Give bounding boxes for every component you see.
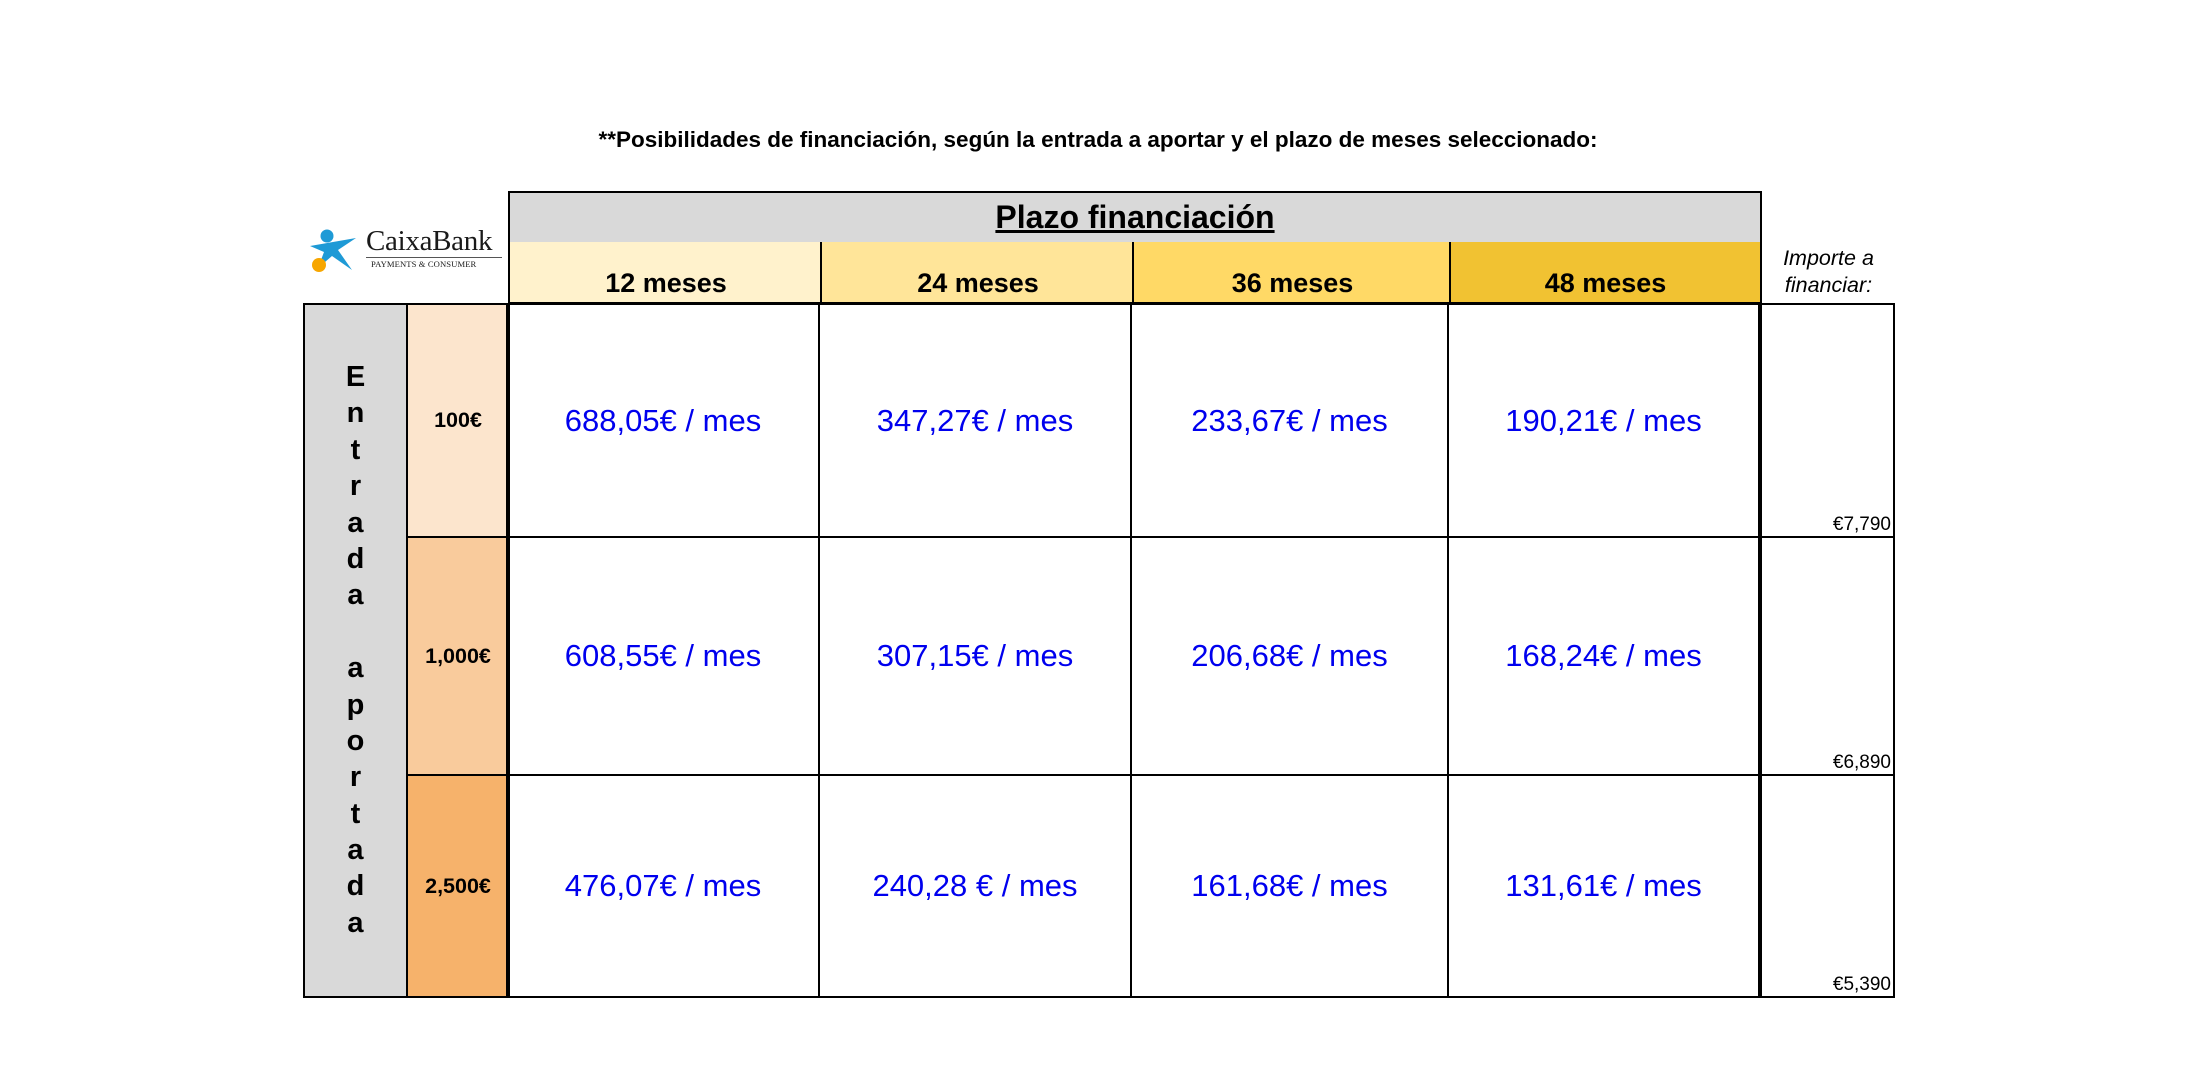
downpayment-row-header-text [305,359,406,941]
row-header-letter: t [350,433,361,466]
row-header-letter: a [347,652,364,685]
payment-100-24: 347,27€ / mes [818,303,1132,538]
downpayment-100: 100€ [406,303,510,538]
logo-subtitle: PAYMENTS & CONSUMER [371,259,477,269]
downpayment-row-header [303,303,408,998]
importe-label-line1: Importe a [1783,246,1874,270]
payment-2500-36: 161,68€ / mes [1130,774,1449,998]
row-header-letter: E [345,361,366,393]
downpayment-2500: 2,500€ [406,774,510,998]
importe-label-line2: financiar: [1784,273,1873,297]
row-header-letter: n [346,397,365,430]
row-header-letter [305,614,406,650]
row-header-letter: a [347,506,364,539]
importe-2500: €5,390 [1760,774,1895,998]
term-24-header: 24 meses [820,242,1134,304]
term-header: Plazo financiación [508,191,1762,242]
payment-1000-12: 608,55€ / mes [506,536,820,776]
row-header-letter: p [346,688,365,721]
row-header-letter: r [349,470,362,503]
payment-1000-24: 307,15€ / mes [818,536,1132,776]
payment-100-48: 190,21€ / mes [1447,303,1760,538]
term-12-header: 12 meses [508,242,822,304]
payment-1000-48: 168,24€ / mes [1447,536,1760,776]
payment-2500-48: 131,61€ / mes [1447,774,1760,998]
payment-2500-24: 240,28 € / mes [818,774,1132,998]
importe-100: €7,790 [1760,303,1895,538]
term-36-header: 36 meses [1132,242,1451,304]
payment-1000-36: 206,68€ / mes [1130,536,1449,776]
caixabank-logo [308,222,498,278]
row-header-letter: t [350,797,361,830]
row-header-letter: a [347,579,364,612]
payment-100-12: 688,05€ / mes [506,303,820,538]
downpayment-1000: 1,000€ [406,536,510,776]
term-48-header: 48 meses [1449,242,1762,304]
importe-label [1762,245,1895,303]
row-header-letter: d [346,870,365,903]
row-header-letter: o [346,724,365,757]
row-header-letter: a [347,834,364,867]
row-header-letter: r [349,761,362,794]
logo-name: CaixaBank [366,225,493,257]
payment-100-36: 233,67€ / mes [1130,303,1449,538]
row-header-letter: a [347,906,364,939]
page-heading: **Posibilidades de financiación, según la entrada a aportar y el plazo de meses seleccionado: [598,127,1598,152]
logo-divider [366,257,502,258]
star-icon [308,224,362,276]
payment-2500-12: 476,07€ / mes [506,774,820,998]
importe-1000: €6,890 [1760,536,1895,776]
row-header-letter: d [346,542,365,575]
